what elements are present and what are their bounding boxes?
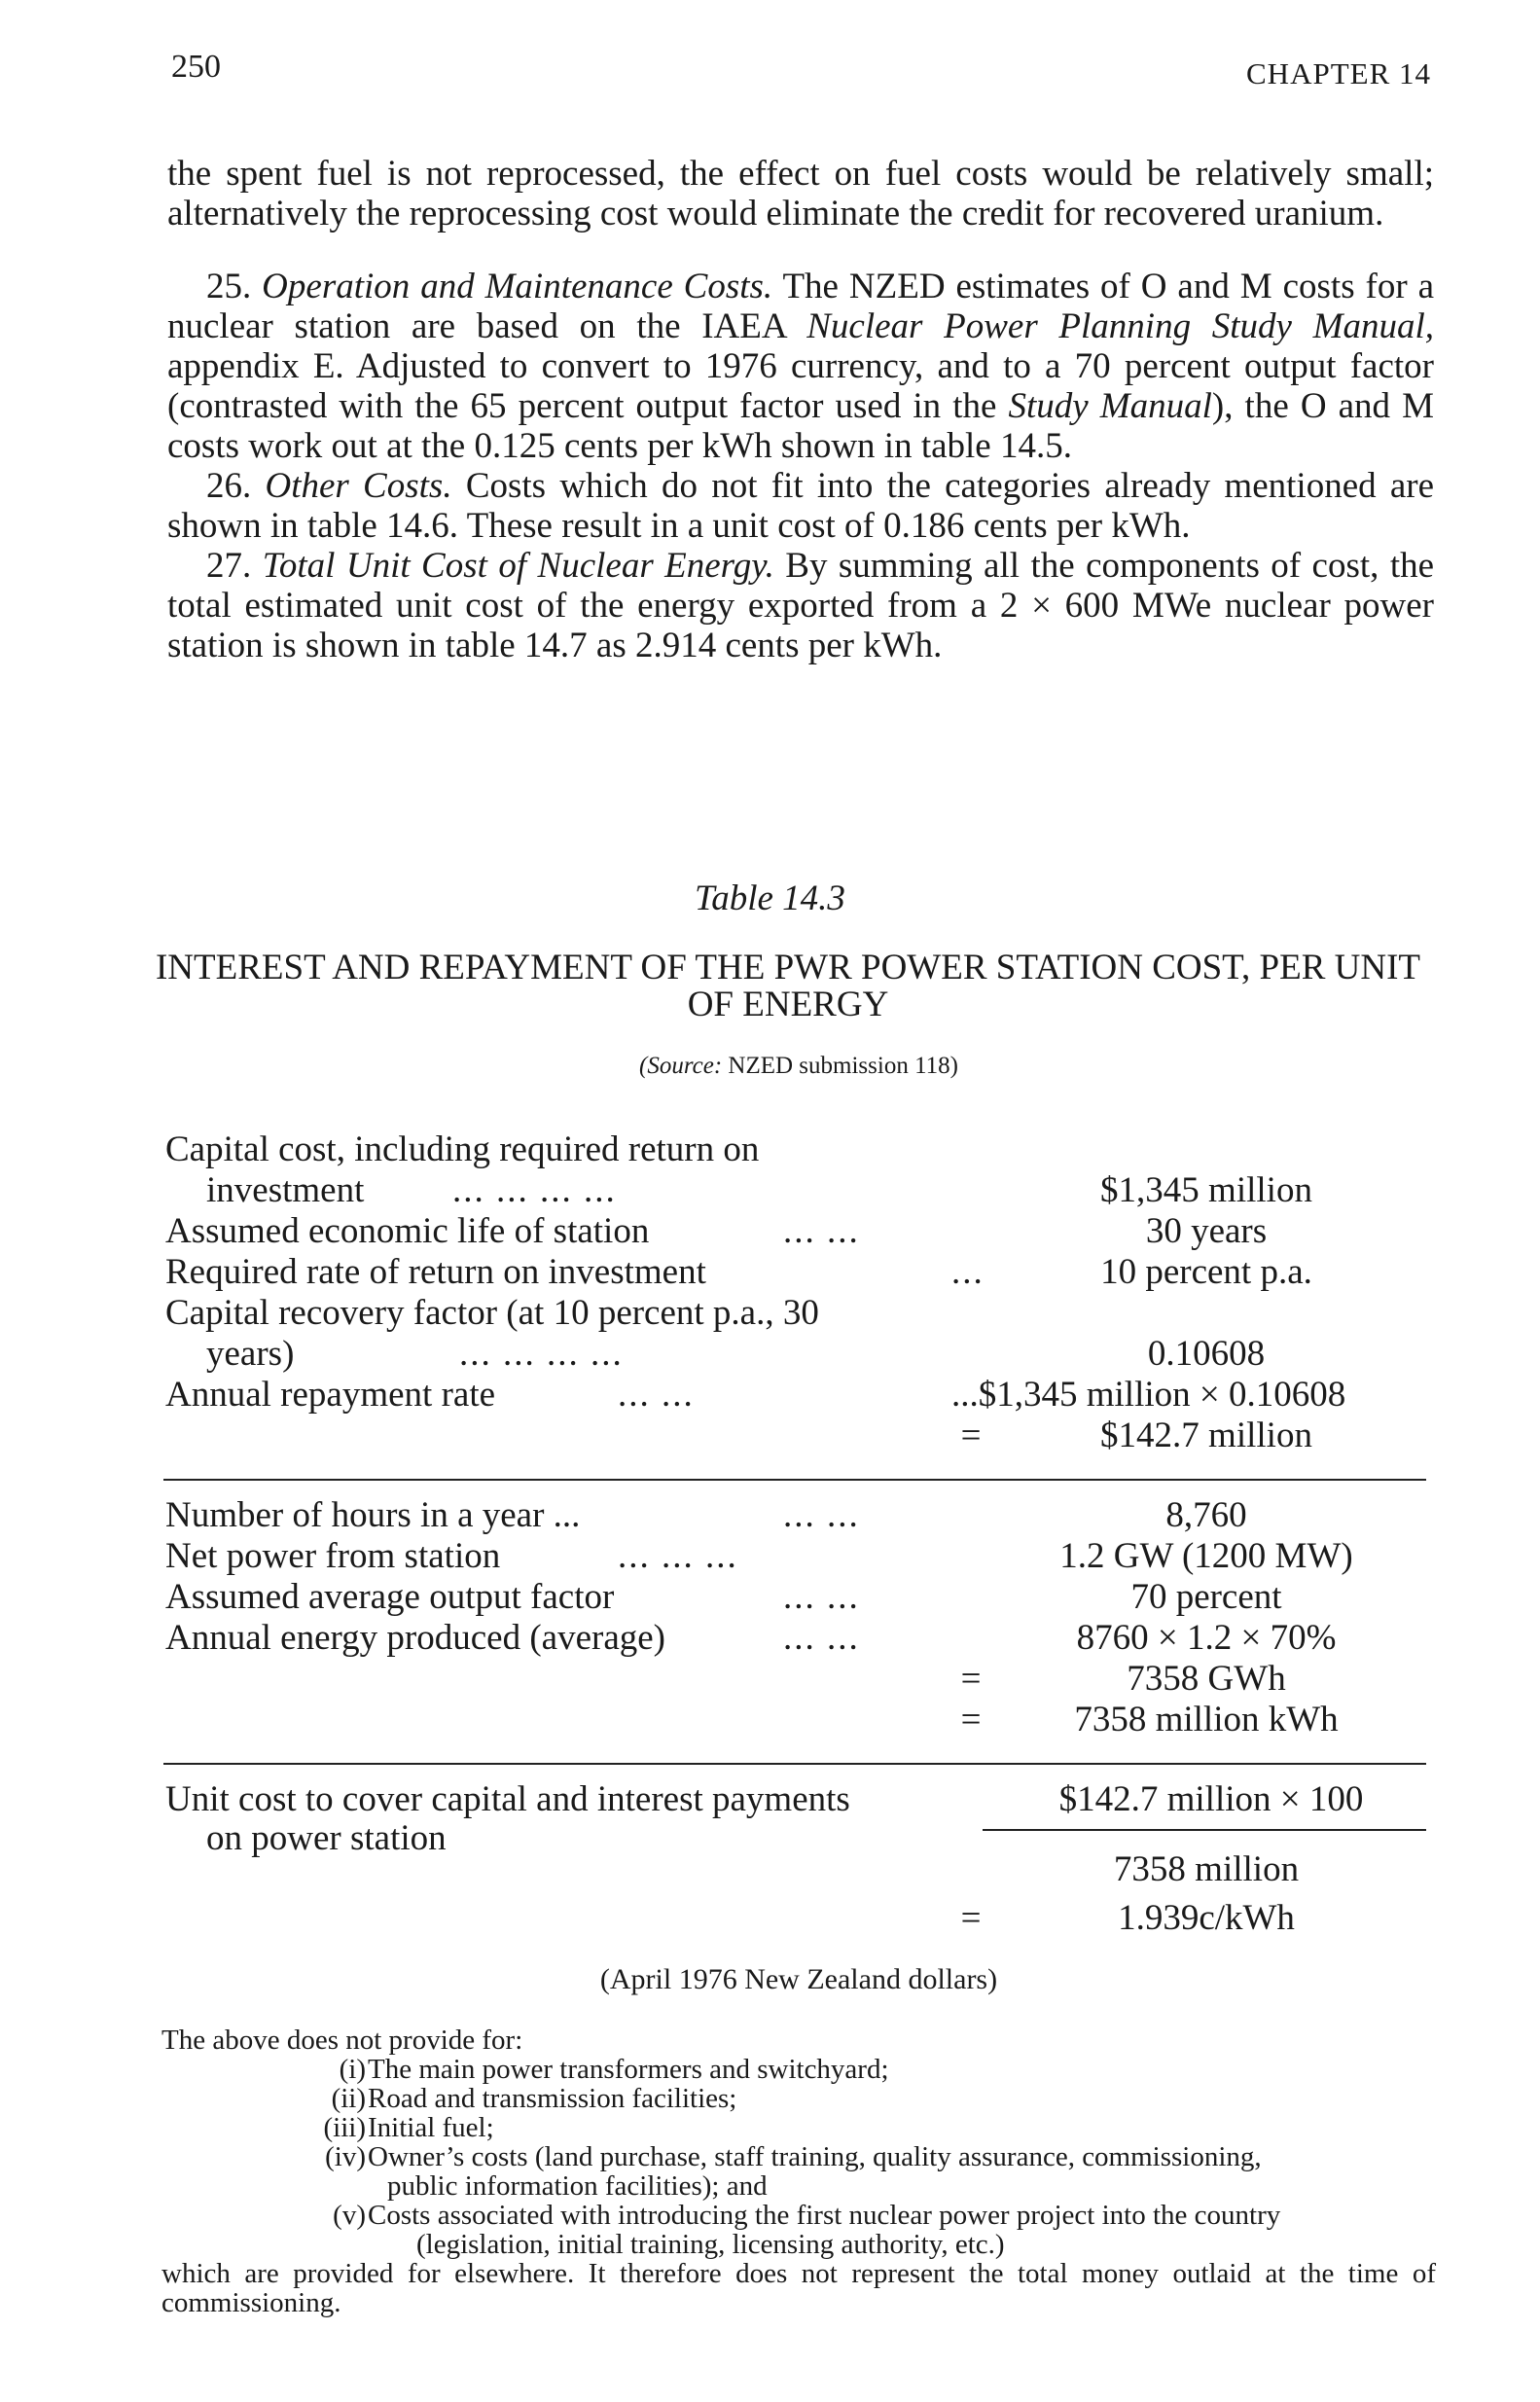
paragraph-heading: Other Costs.: [265, 466, 452, 506]
row-value: 30 years: [1145, 1211, 1268, 1251]
row-value: 7358 million kWh: [1074, 1700, 1339, 1739]
paragraph-27: [167, 546, 1434, 665]
leader-dots: ... ... ...: [618, 1536, 738, 1576]
manual-title-short: Study Manual: [1008, 386, 1212, 426]
row-label: years): [206, 1334, 295, 1374]
leader-dots: ... ... ... ...: [459, 1334, 624, 1374]
source-prefix: (Source:: [639, 1053, 723, 1079]
list-item-continuation: [161, 2230, 1436, 2259]
row-value: $142.7 million: [1100, 1416, 1312, 1455]
leader-dots: ... ...: [783, 1618, 860, 1658]
running-head-chapter: CHAPTER 14: [1246, 56, 1431, 90]
paragraph-number: 25.: [206, 267, 252, 306]
equals-sign: =: [960, 1659, 982, 1699]
row-label: Annual repayment rate: [165, 1375, 496, 1415]
repayment-formula: ...$1,345 million × 0.10608: [951, 1375, 1346, 1415]
table-divider: [163, 1763, 1426, 1765]
row-label: Capital recovery factor (at 10 percent p.a., 30: [165, 1293, 819, 1333]
row-value: 10 percent p.a.: [1100, 1252, 1312, 1292]
paragraph-number: 26.: [206, 466, 252, 506]
currency-note: (April 1976 New Zealand dollars): [599, 1963, 998, 1995]
list-item: [161, 2142, 1436, 2171]
list-item-text: public information facilities); and: [387, 2170, 768, 2202]
row-label: Required rate of return on investment: [165, 1252, 706, 1292]
equals-sign: =: [960, 1700, 982, 1739]
table-label: Table 14.3: [695, 878, 845, 918]
paragraph-heading: Operation and Maintenance Costs.: [262, 267, 773, 306]
list-item-text: (legislation, initial training, licensing authority, etc.): [416, 2229, 1005, 2260]
row-label: Capital cost, including required return on: [165, 1129, 760, 1169]
row-label: Assumed average output factor: [165, 1577, 615, 1617]
list-item-text: Initial fuel;: [368, 2112, 494, 2143]
page-number: 250: [171, 49, 221, 85]
row-label: on power station: [206, 1818, 447, 1858]
equals-sign: =: [960, 1898, 982, 1938]
list-item-number: (ii): [331, 2083, 366, 2114]
list-item-text: Owner’s costs (land purchase, staff training, quality assurance, commissioning,: [368, 2141, 1262, 2172]
paragraph-heading: Total Unit Cost of Nuclear Energy.: [262, 546, 774, 586]
row-label: investment: [206, 1170, 365, 1210]
list-item-text: Road and transmission facilities;: [368, 2083, 737, 2114]
row-value: 7358 GWh: [1127, 1659, 1286, 1699]
list-item: [161, 2084, 1436, 2113]
row-label: Net power from station: [165, 1536, 501, 1576]
paragraph-25: [167, 267, 1434, 466]
leader-dots: ... ... ... ...: [452, 1170, 617, 1210]
list-item-number: (iv): [325, 2141, 366, 2172]
row-value: 8760 × 1.2 × 70%: [1076, 1618, 1337, 1658]
row-label: Number of hours in a year ...: [165, 1495, 581, 1535]
paragraph-text: The NZED estimates of O and M costs for a nuclear station are based on the IAEA: [167, 267, 1434, 346]
list-item: [161, 2113, 1436, 2142]
row-value: 1.2 GW (1200 MW): [1059, 1536, 1353, 1576]
table-source: [0, 1053, 1540, 1080]
fraction-numerator: $142.7 million × 100: [1058, 1779, 1364, 1819]
row-value: 70 percent: [1130, 1577, 1282, 1617]
paragraph-text: Costs which do not fit into the categories already mentioned are shown in table 14.6. These result in a unit cost of 0.186 cents per kWh.: [167, 466, 1435, 546]
notes-intro: The above does not provide for:: [161, 2025, 523, 2056]
paragraph-26: [167, 466, 1434, 546]
leader-dots: ...: [951, 1252, 985, 1292]
row-label: Unit cost to cover capital and interest payments: [165, 1779, 850, 1819]
fraction-bar: [983, 1829, 1426, 1831]
list-item: [161, 2055, 1436, 2084]
paragraph-text: appendix E. Adjusted to convert to 1976 currency, and to a 70 percent output factor (contrasted with the 65 percent output factor used in the: [167, 346, 1434, 426]
fraction-denominator: 7358 million: [1113, 1849, 1300, 1889]
table-notes: [161, 2026, 1436, 2317]
leader-dots: ... ...: [618, 1375, 695, 1415]
list-item-text: The main power transformers and switchyard;: [368, 2054, 889, 2085]
paragraph-text: By summing all the components of cost, the total estimated unit cost of the energy exported from a 2 × 600 MWe nuclear power station is shown in table 14.7 as 2.914 cents per kWh.: [167, 546, 1435, 665]
table-title: INTEREST AND REPAYMENT OF THE PWR POWER STATION COST, PER UNIT OF ENERGY: [155, 948, 1421, 1024]
row-label: Annual energy produced (average): [165, 1618, 665, 1658]
paragraph-continuation: the spent fuel is not reprocessed, the effect on fuel costs would be relatively small; alternatively the reprocessing cost would eliminate the credit for recovered uranium.: [167, 154, 1434, 233]
list-item-number: (i): [339, 2054, 366, 2085]
paragraph-text: ), the O and M costs work out at the 0.125 cents per kWh shown in table 14.5.: [167, 386, 1434, 466]
row-value: 8,760: [1165, 1495, 1247, 1535]
list-item-text: Costs associated with introducing the first nuclear power project into the country: [368, 2200, 1281, 2231]
body-text: [167, 154, 1434, 665]
list-item-continuation: [161, 2171, 1436, 2201]
row-value: $1,345 million: [1100, 1170, 1312, 1210]
manual-title: Nuclear Power Planning Study Manual,: [806, 306, 1434, 346]
source-text: NZED submission 118): [728, 1053, 958, 1079]
paragraph-number: 27.: [206, 546, 252, 586]
row-label: Assumed economic life of station: [165, 1211, 650, 1251]
equals-sign: =: [960, 1416, 982, 1455]
list-item: [161, 2201, 1436, 2230]
table-divider: [163, 1479, 1426, 1481]
row-value: 1.939c/kWh: [1118, 1898, 1295, 1938]
list-item-number: (v): [333, 2200, 366, 2231]
row-value: 0.10608: [1147, 1334, 1266, 1374]
leader-dots: ... ...: [783, 1495, 860, 1535]
notes-outro: which are provided for elsewhere. It therefore does not represent the total money outlaid at the time of commissioning.: [161, 2258, 1436, 2318]
list-item-number: (iii): [323, 2112, 366, 2143]
leader-dots: ... ...: [783, 1577, 860, 1617]
leader-dots: ... ...: [783, 1211, 860, 1251]
